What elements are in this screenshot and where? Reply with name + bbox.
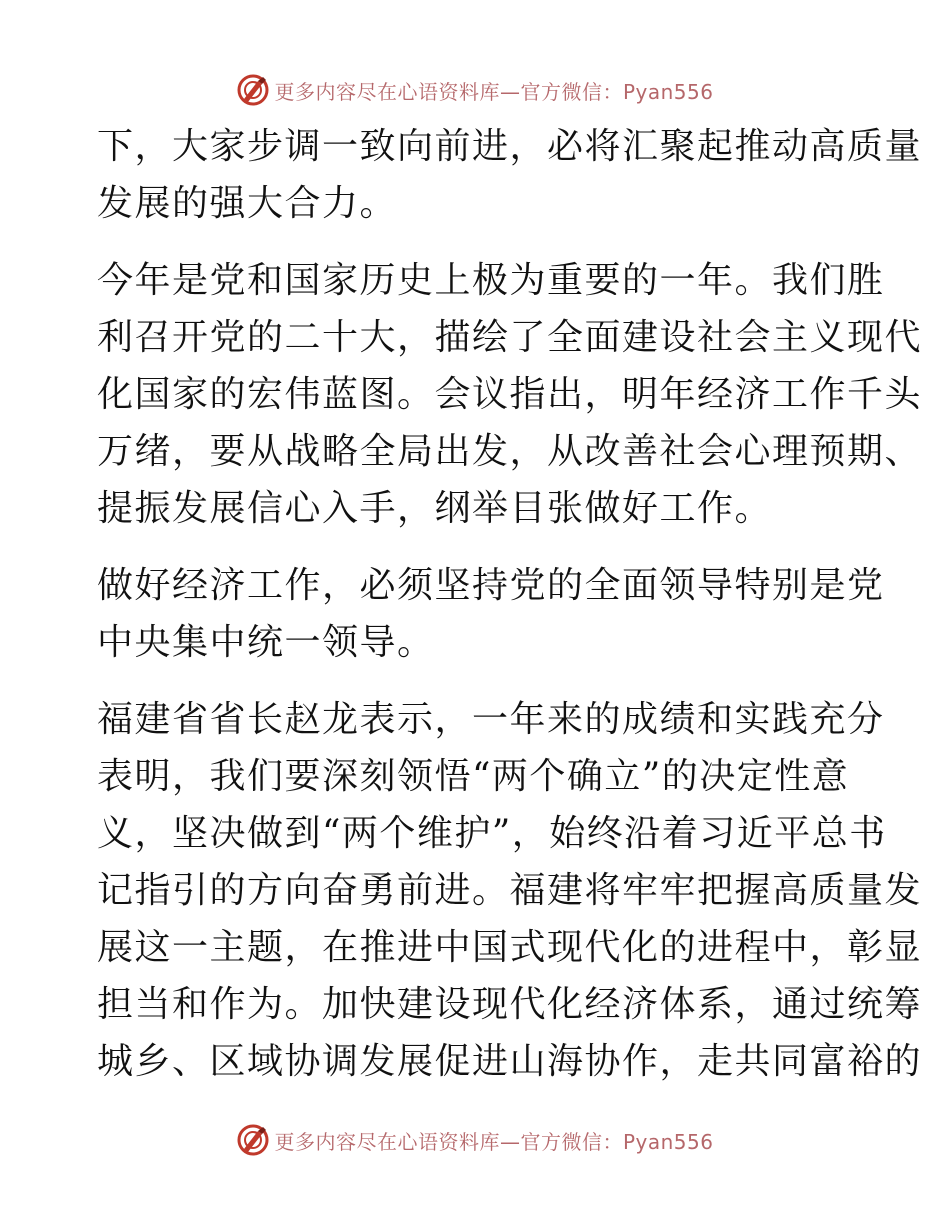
text-line: 记指引的方向奋勇前进。福建将牢牢把握高质量发 [97,870,923,911]
paragraph [97,557,885,671]
text-line: 万绪，要从战略全局出发，从改善社会心理预期、 [97,431,923,472]
text-line: 城乡、区域协调发展促进山海协作，走共同富裕的 [97,1041,923,1082]
text-line: 发展的强大合力。 [97,183,398,224]
text-line: 利召开党的二十大，描绘了全面建设社会主义现代 [97,317,923,358]
text-line: 做好经济工作，必须坚持党的全面领导特别是党 [97,565,885,606]
text-line: 提振发展信心入手，纲举目张做好工作。 [97,488,773,529]
text-line: 化国家的宏伟蓝图。会议指出，明年经济工作千头 [97,374,923,415]
header-banner-text: 更多内容尽在心语资料库—官方微信：Pyan556 [274,79,714,104]
text-line: 中央集中统一领导。 [97,622,435,663]
paragraph [97,118,923,232]
logo-icon [236,1123,270,1157]
document-body [97,118,923,1090]
footer-banner [0,1120,950,1160]
text-line: 担当和作为。加快建设现代化经济体系，通过统筹 [97,984,923,1025]
text-line: 下，大家步调一致向前进，必将汇聚起推动高质量 [97,126,923,167]
text-line: 福建省省长赵龙表示，一年来的成绩和实践充分 [97,699,885,740]
text-line: 表明，我们要深刻领悟“两个确立”的决定性意 [97,756,850,797]
footer-banner-text: 更多内容尽在心语资料库—官方微信：Pyan556 [274,1129,714,1154]
paragraph [97,252,923,537]
text-line: 展这一主题，在推进中国式现代化的进程中，彰显 [97,927,923,968]
text-line: 义，坚决做到“两个维护”，始终沿着习近平总书 [97,813,887,854]
paragraph [97,691,923,1090]
text-line: 今年是党和国家历史上极为重要的一年。我们胜 [97,260,885,301]
logo-icon [236,73,270,107]
header-banner [0,70,950,110]
